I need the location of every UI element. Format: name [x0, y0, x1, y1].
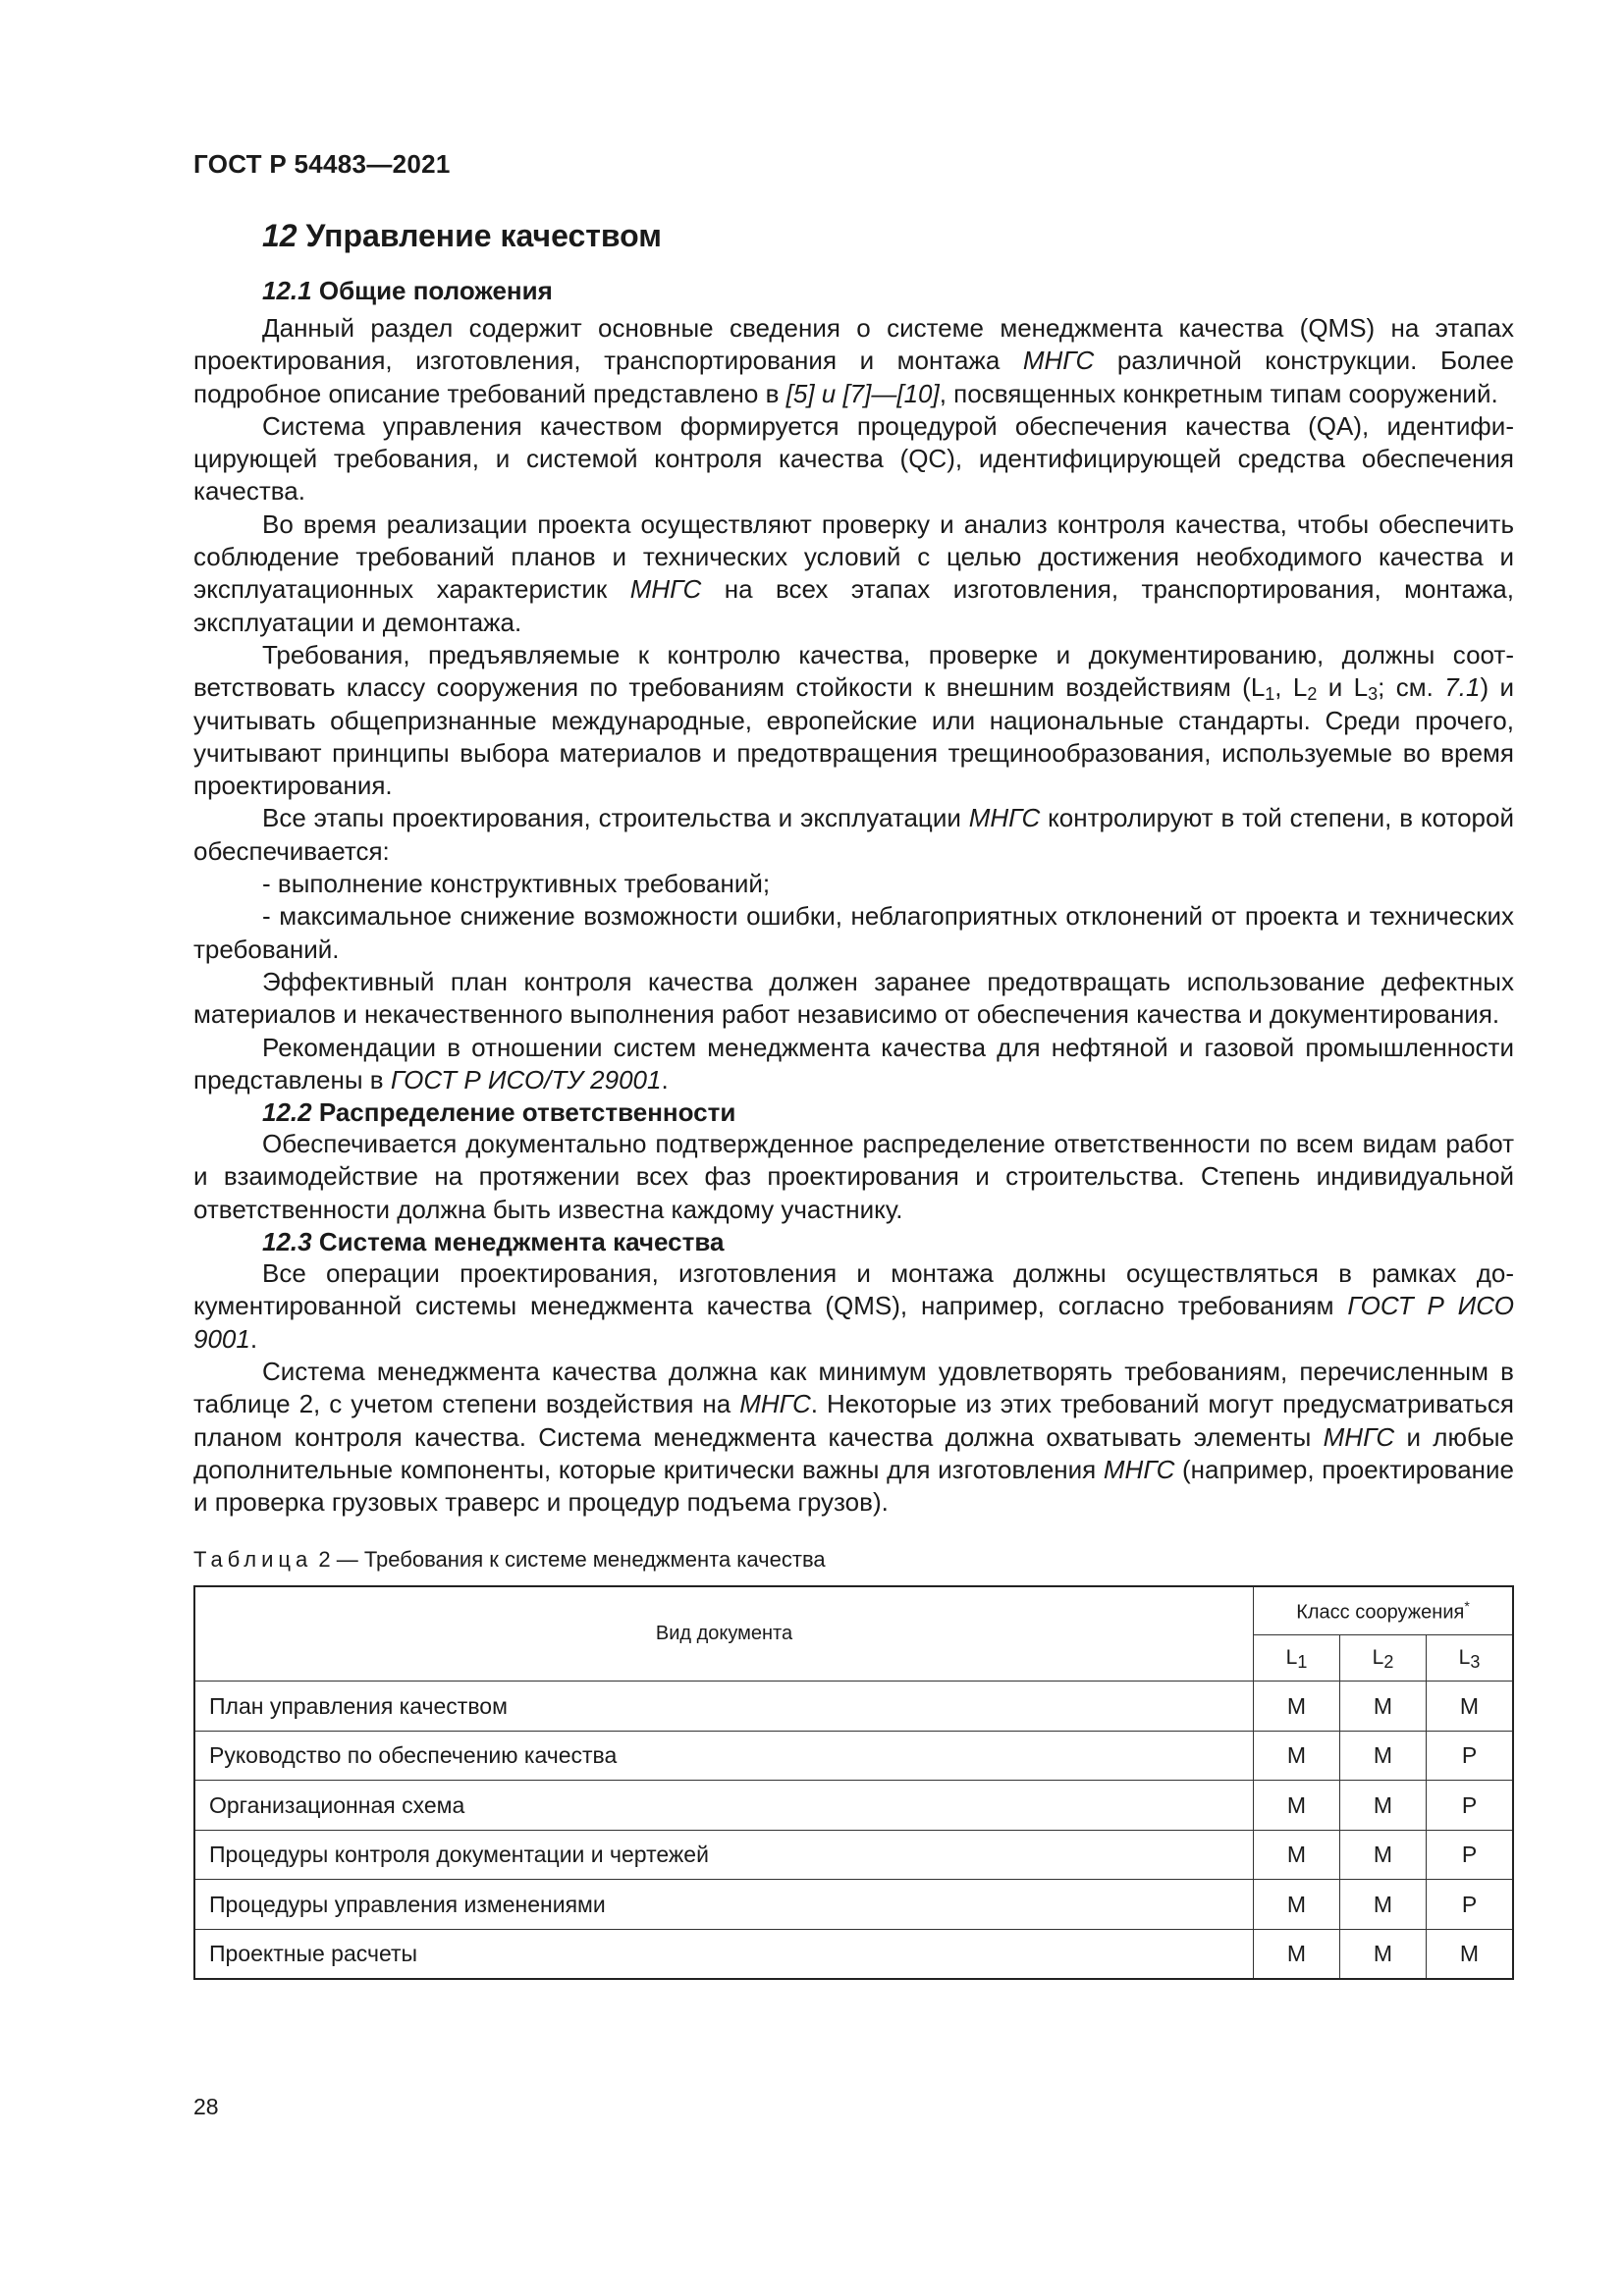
paragraph-5 [193, 802, 1514, 868]
text: различной конструкции. Более подробное описание требований представлено в [193, 346, 1514, 408]
value-cell: М [1340, 1830, 1427, 1880]
document-header: ГОСТ Р 54483—2021 [193, 149, 451, 179]
column-header-l1 [1254, 1635, 1340, 1682]
value-cell: М [1254, 1830, 1340, 1880]
doc-type-cell: Проектные расчеты [194, 1929, 1254, 1979]
table-row [194, 1781, 1513, 1831]
text: ; см. [1378, 672, 1445, 703]
value-cell: М [1254, 1731, 1340, 1781]
list-item: - выполнение конструктивных требований; [262, 869, 771, 899]
value-cell: М [1254, 1781, 1340, 1831]
paragraph-6: Эффективный план контроля качества должен заранее предотвращать использование дефектных материалов и некачественного выполнения работ независимо от обеспечения качества и документирования. [193, 966, 1514, 1030]
value-cell: М [1340, 1682, 1427, 1732]
text: . Некоторые из этих требований могут предусматриваться планом контроля качества. Система менеджмента качества должна охватывать элементы [193, 1389, 1514, 1452]
italic-term: МНГС [1103, 1454, 1175, 1484]
subscript: 2 [1307, 684, 1318, 705]
section-number: 12 [262, 218, 298, 253]
subsection-number: 12.3 [262, 1227, 312, 1257]
requirements-table [193, 1585, 1514, 1980]
subsection-title: Система менеджмента качества [318, 1227, 725, 1257]
class-letter: L [1372, 1646, 1384, 1670]
doc-type-cell: План управления качеством [194, 1682, 1254, 1732]
list-item: - максимальное снижение возможности ошибки, неблагоприятных отклонений от проекта и технических требований. [193, 901, 1514, 964]
paragraph-1 [193, 312, 1514, 410]
subscript: 1 [1265, 684, 1275, 705]
text: контролируют в той степени, в которой обеспечивается: [193, 803, 1514, 866]
doc-type-cell: Организационная схема [194, 1781, 1254, 1831]
paragraph-8: Обеспечивается документально подтвержденное распределение ответственности по всем видам работ и взаимодействие на протяжении всех фаз проектирования и строительства. Степень индивидуальной ответственности должна быть известна каждому участнику. [193, 1129, 1514, 1224]
subsection-heading-12-1 [262, 275, 1514, 306]
value-cell: М [1427, 1682, 1514, 1732]
subsection-heading-12-2 [262, 1096, 1514, 1128]
table-row [194, 1682, 1513, 1732]
text: Все этапы проектирования, строительства и эксплуатации [262, 803, 969, 833]
value-cell: Р [1427, 1880, 1514, 1930]
doc-type-cell: Руководство по обеспечению качества [194, 1731, 1254, 1781]
value-cell: М [1427, 1929, 1514, 1979]
class-letter: L [1285, 1646, 1298, 1670]
value-cell: М [1340, 1781, 1427, 1831]
value-cell: М [1340, 1731, 1427, 1781]
paragraph-10 [193, 1356, 1514, 1519]
value-cell: М [1254, 1880, 1340, 1930]
table-row [194, 1929, 1513, 1979]
text: Данный раздел содержит основные сведения о системе менеджмента качества (QMS) на этапах проектирования, изготовления, транспортирования и монтажа [193, 313, 1514, 376]
text: и любые дополнительные компоненты, которые критически важны для изготовления [193, 1421, 1515, 1484]
italic-term: МНГС [629, 574, 702, 605]
caption-text: 2 — Требования к системе менеджмента качества [312, 1547, 826, 1573]
subsection-title: Общие положения [318, 276, 553, 305]
text: Требования, предъявляемые к контролю качества, проверке и документированию, должны соответствовать классу сооружения по требованиям стойкости к внешним воздействиям (L [193, 639, 1514, 703]
subsection-number: 12.2 [262, 1097, 312, 1128]
paragraph-3 [193, 508, 1514, 639]
caption-label: Таблица [193, 1547, 313, 1573]
subsection-title: Распределение ответственности [318, 1097, 736, 1128]
value-cell: Р [1427, 1830, 1514, 1880]
table-row [194, 1731, 1513, 1781]
page-content [193, 216, 1514, 1980]
text: Во время реализации проекта осуществляют проверку и анализ контроля качества, чтобы обеспечить соблюдение требований планов и технических условий с целью достижения необходимого качества и эксплуатационных характеристик [193, 508, 1514, 605]
column-header-l3 [1427, 1635, 1514, 1682]
value-cell: Р [1427, 1781, 1514, 1831]
subsection-heading-12-3 [262, 1226, 1514, 1257]
reference: ГОСТ Р ИСО 9001 [193, 1291, 1514, 1354]
text: , L [1274, 672, 1308, 703]
reference: [5] и [7]—[10] [785, 378, 940, 408]
subsection-number: 12.1 [262, 276, 312, 305]
paragraph-9 [193, 1257, 1514, 1356]
page-number: 28 [193, 2094, 219, 2119]
subscript: 3 [1368, 684, 1379, 705]
class-letter: L [1458, 1646, 1471, 1670]
reference: 7.1 [1444, 672, 1481, 703]
footnote-mark: * [1464, 1598, 1470, 1615]
italic-term: МНГС [739, 1389, 811, 1419]
value-cell: М [1340, 1880, 1427, 1930]
text: Система менеджмента качества должна как минимум удовлетворять требованиям, перечисленным в таблице 2, с учетом степени воздействия на [193, 1356, 1514, 1419]
table-caption [193, 1546, 1514, 1574]
italic-term: МНГС [1022, 346, 1095, 376]
class-index: 3 [1470, 1652, 1481, 1673]
column-header-structure-class [1254, 1586, 1514, 1635]
text: . [249, 1323, 258, 1354]
value-cell: Р [1427, 1731, 1514, 1781]
paragraph-2 [193, 410, 1514, 508]
text: и L [1317, 672, 1369, 703]
value-cell: М [1254, 1682, 1340, 1732]
value-cell: М [1254, 1929, 1340, 1979]
text: Система управления качеством формируется процедурой обеспечения качества (QA), идентифицирующей требования, и системой контроля качества (QC), идентифицирующей средства обеспечения качества. [193, 410, 1514, 507]
text: . [661, 1064, 669, 1095]
text: на всех этапах изготовления, транспортирования, монтажа, эксплуатации и демонтажа. [193, 574, 1514, 637]
italic-term: МНГС [968, 803, 1041, 833]
class-label: Класс сооружения [1296, 1601, 1465, 1624]
text: Рекомендации в отношении систем менеджмента качества для нефтяной и газовой промышленности представлены в [193, 1032, 1514, 1095]
text: ) и учитывать общепризнанные международные, европейские или национальные стандарты. Среди прочего, учитывают принципы выбора материалов и предотвращения трещинообразования, используемые во время проектирования. [193, 672, 1515, 801]
class-index: 2 [1383, 1652, 1394, 1673]
italic-term: МНГС [1323, 1421, 1395, 1452]
reference: ГОСТ Р ИСО/ТУ 29001 [390, 1064, 662, 1095]
section-title: Управление качеством [305, 218, 662, 253]
table-row [194, 1830, 1513, 1880]
section-heading [262, 216, 1514, 255]
column-header-l2 [1340, 1635, 1427, 1682]
paragraph-7 [193, 1032, 1514, 1097]
text: (например, проектирование и проверка грузовых траверс и процедур подъема грузов). [193, 1454, 1514, 1518]
value-cell: М [1340, 1929, 1427, 1979]
doc-type-cell: Процедуры управления изменениями [194, 1880, 1254, 1930]
class-index: 1 [1297, 1652, 1308, 1673]
column-header-doc-type: Вид документа [194, 1586, 1254, 1682]
paragraph-4 [193, 639, 1514, 802]
table-row [194, 1880, 1513, 1930]
doc-type-cell: Процедуры контроля документации и чертежей [194, 1830, 1254, 1880]
text: , посвященных конкретным типам сооружений. [939, 378, 1498, 408]
text: Все операции проектирования, изготовления и монтажа должны осуществляться в рамках документированной системы менеджмента качества (QMS), например, согласно требованиям [193, 1258, 1514, 1321]
